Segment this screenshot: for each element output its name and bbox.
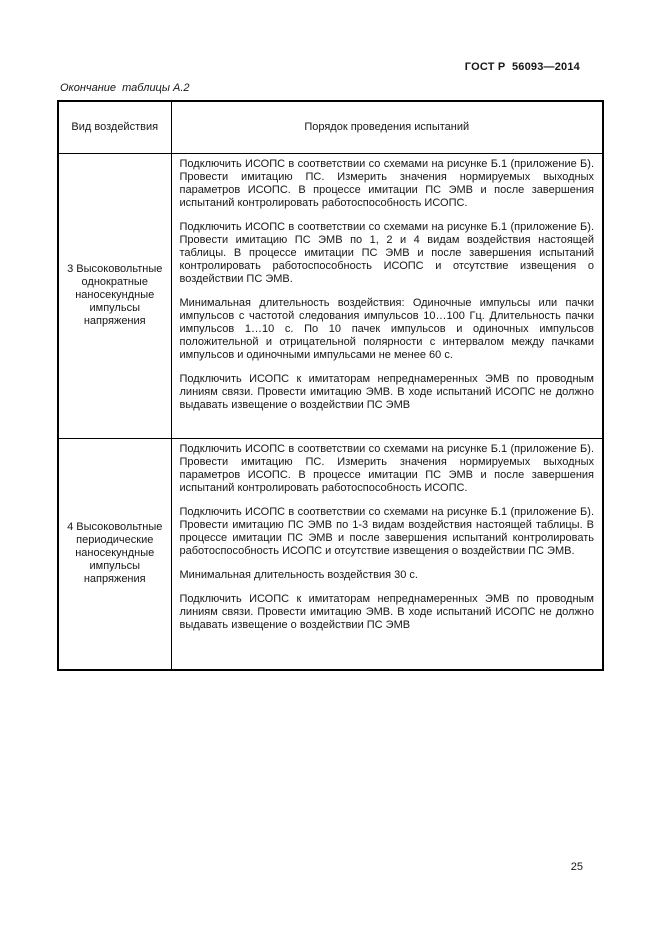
impact-type-cell: 3 Высоковольтные однократные наносекундные импульсы напряжения — [58, 153, 171, 438]
procedure-paragraph: Подключить ИСОПС к имитаторам непреднамеренных ЭМВ по проводным линиям связи. Провести имитацию ЭМВ. В ходе испытаний ИСОПС не должно выдавать извещение о воздействии ПС ЭМВ — [179, 592, 594, 631]
procedure-paragraph: Минимальная длительность воздействия: Одиночные импульсы или пачки импульсов с частотой следования импульсов 10…100 Гц. Длительность пачки импульсов 1…10 с. По 10 пачек импульсов и одиночных импульсов положительной и отрицательной полярности с интервалом между пачками импульсов и одиночными импульсами не менее 60 с. — [179, 296, 594, 361]
procedure-paragraph: Минимальная длительность воздействия 30 с. — [179, 568, 418, 581]
table-row — [58, 153, 603, 438]
table-caption: Окончание таблицы А.2 — [60, 82, 190, 94]
procedure-cell — [171, 153, 603, 438]
procedure-paragraph: Подключить ИСОПС в соответствии со схемами на рисунке Б.1 (приложение Б). Провести имитацию ПС. Измерить значения нормируемых выходных параметров ИСОПС. В процессе имитации ПС ЭМВ и после завершения испытаний контролировать работоспособность ИСОПС. — [179, 442, 594, 494]
procedure-paragraph: Подключить ИСОПС к имитаторам непреднамеренных ЭМВ по проводным линиям связи. Провести имитацию ЭМВ. В ходе испытаний ИСОПС не должно выдавать извещение о воздействии ПС ЭМВ — [179, 372, 594, 411]
column-header-procedure: Порядок проведения испытаний — [171, 101, 603, 153]
procedure-cell — [171, 438, 603, 670]
page-number: 25 — [570, 861, 583, 873]
document-header: ГОСТ Р 56093—2014 — [464, 61, 580, 73]
impact-type-cell: 4 Высоковольтные периодические наносекундные импульсы напряжения — [58, 438, 171, 670]
procedure-paragraph: Подключить ИСОПС в соответствии со схемами на рисунке Б.1 (приложение Б). Провести имитацию ПС ЭМВ по 1, 2 и 4 видам воздействия настоящей таблицы. В процессе имитации ПС ЭМВ и после завершения испытаний контролировать работоспособность ИСОПС и отсутствие извещения о воздействии ПС ЭМВ. — [179, 220, 594, 285]
table-row — [58, 438, 603, 670]
procedure-paragraph: Подключить ИСОПС в соответствии со схемами на рисунке Б.1 (приложение Б). Провести имитацию ПС ЭМВ по 1-3 видам воздействия настоящей таблицы. В процессе имитации ПС ЭМВ и после завершения испытаний контролировать работоспособность ИСОПС и отсутствие извещения о воздействии ПС ЭМВ. — [179, 505, 594, 557]
table-header-row — [58, 101, 603, 153]
column-header-impact-type: Вид воздействия — [58, 101, 171, 153]
test-procedures-table — [57, 100, 604, 671]
procedure-paragraph: Подключить ИСОПС в соответствии со схемами на рисунке Б.1 (приложение Б). Провести имитацию ПС. Измерить значения нормируемых выходных параметров ИСОПС. В процессе имитации ПС ЭМВ и после завершения испытаний контролировать работоспособность ИСОПС. — [179, 157, 594, 209]
